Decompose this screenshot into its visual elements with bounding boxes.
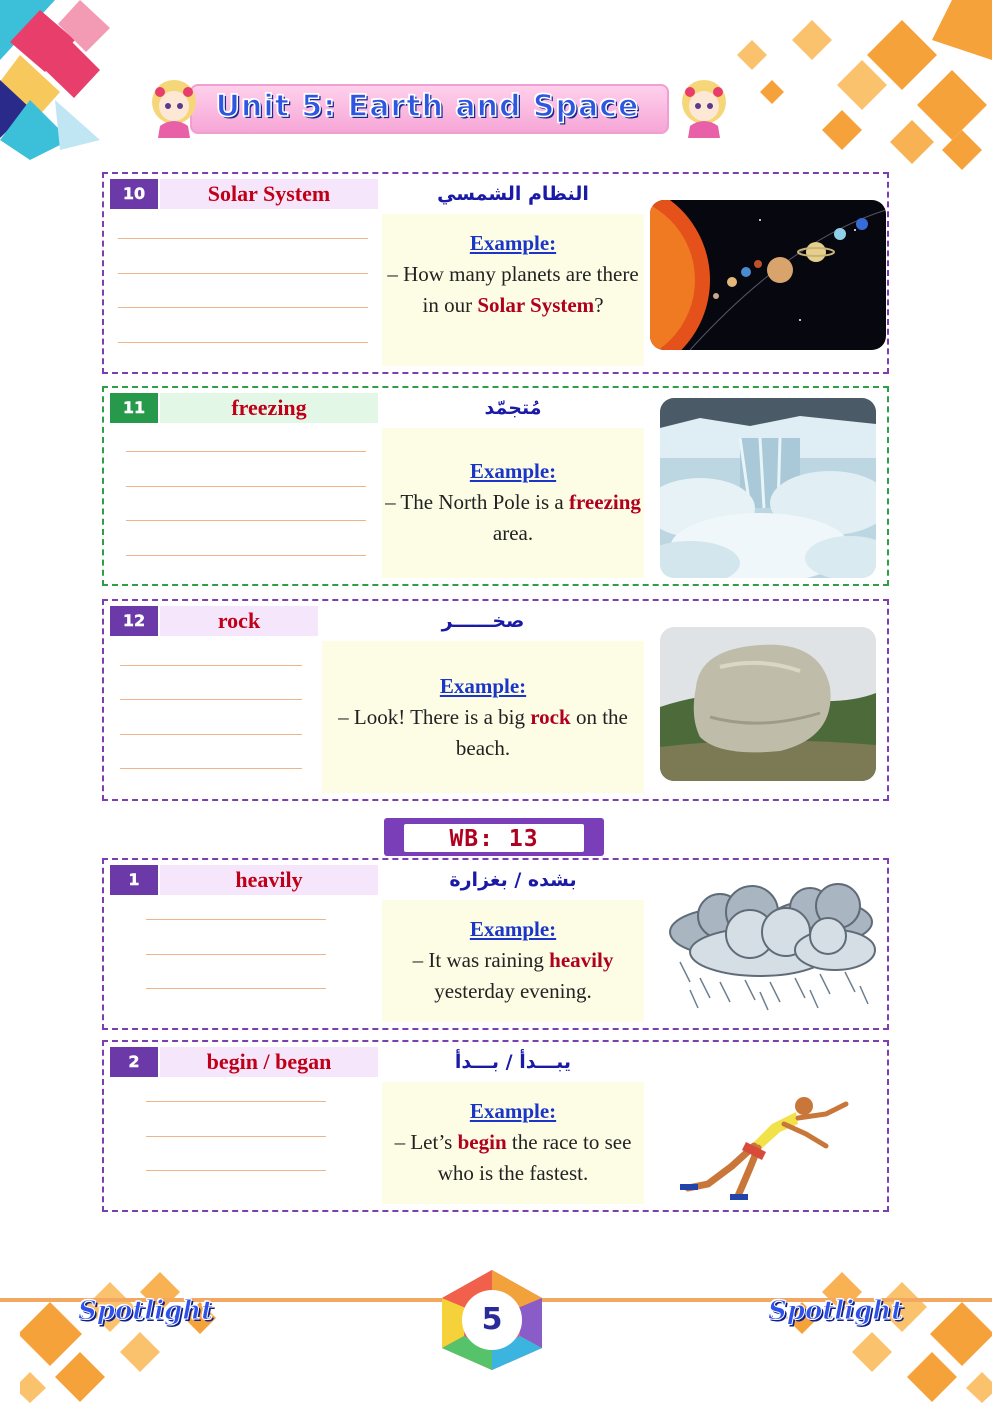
example-highlight: rock bbox=[530, 705, 571, 729]
writing-line[interactable] bbox=[126, 520, 366, 521]
writing-line[interactable] bbox=[146, 1170, 326, 1171]
vocab-word: Solar System bbox=[160, 179, 378, 209]
example-box bbox=[322, 641, 644, 793]
solar-system-picture bbox=[650, 200, 886, 350]
example-box bbox=[382, 900, 644, 1022]
writing-line[interactable] bbox=[120, 699, 302, 700]
arabic-meaning: النظام الشمسي bbox=[437, 183, 589, 205]
example-text-start: – It was raining bbox=[412, 948, 550, 972]
example-label: Example: bbox=[469, 459, 557, 483]
vocab-word: rock bbox=[160, 606, 318, 636]
example-highlight: heavily bbox=[549, 948, 614, 972]
example-label: Example: bbox=[469, 1099, 557, 1123]
example-label: Example: bbox=[469, 917, 557, 941]
item-number: 1 bbox=[110, 865, 158, 895]
example-text-end: area. bbox=[492, 521, 534, 545]
writing-line[interactable] bbox=[118, 238, 368, 239]
big-rock-picture bbox=[660, 627, 876, 781]
example-box bbox=[382, 428, 644, 578]
item-number: 10 bbox=[110, 179, 158, 209]
writing-line[interactable] bbox=[118, 307, 368, 308]
vocab-word: freezing bbox=[160, 393, 378, 423]
writing-line[interactable] bbox=[146, 954, 326, 955]
vocab-card bbox=[102, 858, 889, 1030]
writing-line[interactable] bbox=[118, 342, 368, 343]
bottom-right-decoration bbox=[722, 1262, 992, 1403]
example-text-end: on the beach. bbox=[455, 705, 628, 760]
vocab-card bbox=[102, 172, 889, 374]
example-highlight: Solar System bbox=[477, 293, 595, 317]
arabic-meaning: بشده / بغزارة bbox=[449, 869, 577, 891]
top-left-decoration bbox=[0, 0, 130, 160]
arabic-meaning: يبـــدأ / بـــدأ bbox=[454, 1051, 572, 1073]
workbook-label: WB: 13 bbox=[449, 826, 539, 852]
page-number: 5 bbox=[481, 1302, 503, 1337]
bottom-left-decoration bbox=[20, 1262, 270, 1403]
anime-girl-icon bbox=[678, 76, 730, 138]
writing-line[interactable] bbox=[146, 919, 326, 920]
example-text-start: – The North Pole is a bbox=[385, 490, 569, 514]
example-text-end: ? bbox=[594, 293, 604, 317]
example-text-start: – How many planets are there in our bbox=[387, 262, 639, 317]
anime-girl-icon bbox=[148, 76, 200, 138]
frozen-waterfall-picture bbox=[660, 398, 876, 578]
example-text-end: the race to see who is the fastest. bbox=[437, 1130, 632, 1185]
writing-line[interactable] bbox=[120, 734, 302, 735]
rain-clouds-picture bbox=[660, 882, 876, 1012]
vocab-card bbox=[102, 1040, 889, 1212]
writing-line[interactable] bbox=[146, 1101, 326, 1102]
arabic-meaning: صخــــــر bbox=[441, 610, 525, 632]
writing-line[interactable] bbox=[126, 555, 366, 556]
writing-line[interactable] bbox=[126, 486, 366, 487]
vocab-word: begin / began bbox=[160, 1047, 378, 1077]
vocab-word: heavily bbox=[160, 865, 378, 895]
writing-line[interactable] bbox=[146, 1136, 326, 1137]
example-label: Example: bbox=[469, 231, 557, 255]
example-highlight: begin bbox=[457, 1130, 507, 1154]
example-box bbox=[382, 1082, 644, 1204]
vocab-card bbox=[102, 386, 889, 586]
example-highlight: freezing bbox=[569, 490, 641, 514]
example-box bbox=[382, 214, 644, 366]
vocab-card bbox=[102, 599, 889, 801]
writing-line[interactable] bbox=[120, 665, 302, 666]
example-text-end: yesterday evening. bbox=[434, 979, 592, 1003]
brand-right: Spotlight bbox=[768, 1296, 904, 1326]
writing-line[interactable] bbox=[126, 451, 366, 452]
writing-line[interactable] bbox=[120, 768, 302, 769]
page-title: Unit 5: Earth and Space bbox=[215, 89, 640, 124]
writing-line[interactable] bbox=[146, 988, 326, 989]
item-number: 12 bbox=[110, 606, 158, 636]
sprinter-picture bbox=[676, 1084, 856, 1204]
top-right-decoration bbox=[712, 0, 992, 170]
arabic-meaning: مُتجمّد bbox=[484, 397, 542, 419]
example-text-start: – Look! There is a big bbox=[338, 705, 531, 729]
item-number: 2 bbox=[110, 1047, 158, 1077]
writing-line[interactable] bbox=[118, 273, 368, 274]
brand-left: Spotlight bbox=[78, 1296, 214, 1326]
example-label: Example: bbox=[439, 674, 527, 698]
item-number: 11 bbox=[110, 393, 158, 423]
example-text-start: – Let’s bbox=[394, 1130, 458, 1154]
